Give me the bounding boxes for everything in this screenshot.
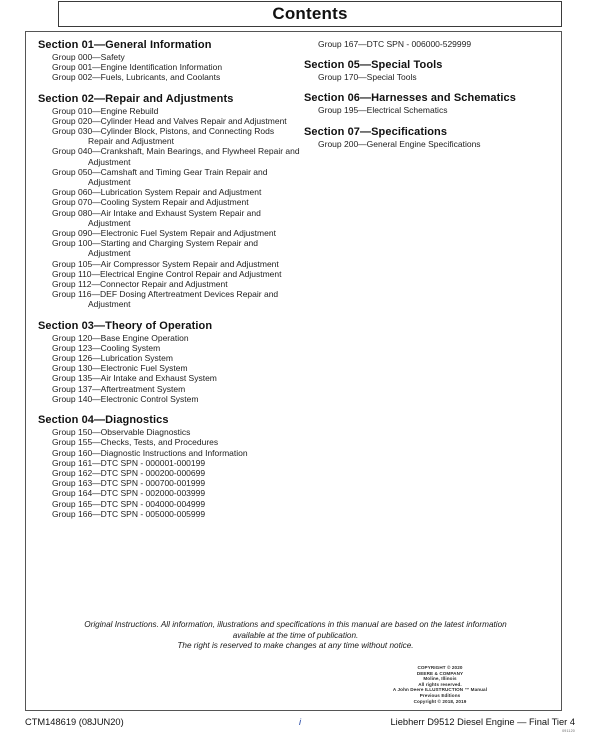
toc-group-item[interactable]: Group 170—Special Tools xyxy=(318,72,417,83)
copyright-line-5: A John Deere ILLUSTRUCTION ™ Manual xyxy=(392,687,488,693)
copyright-line-1: COPYRIGHT © 2020 xyxy=(417,665,463,670)
toc-section-title[interactable]: Section 06—Harnesses and Schematics xyxy=(304,92,516,105)
page-title: Contents xyxy=(272,4,348,23)
toc-section xyxy=(38,414,300,519)
toc-group-item[interactable]: Group 001—Engine Identification Information xyxy=(52,62,223,73)
toc-group-item[interactable]: Group 116—DEF Dosing Aftertreatment Devices Repair and Adjustment xyxy=(52,289,279,310)
toc-group-item[interactable]: Group 163—DTC SPN - 000700-001999 xyxy=(52,478,206,489)
toc-group-list xyxy=(304,139,554,149)
toc-group-item[interactable]: Group 164—DTC SPN - 002000-003999 xyxy=(52,488,206,499)
toc-section-title[interactable]: Section 05—Special Tools xyxy=(304,59,443,72)
toc-group-item[interactable]: Group 020—Cylinder Head and Valves Repair and Adjustment xyxy=(52,115,287,126)
toc-group-item[interactable]: Group 162—DTC SPN - 000200-000699 xyxy=(52,467,206,478)
toc-group-item[interactable]: Group 050—Camshaft and Timing Gear Train Repair and Adjustment xyxy=(52,166,268,188)
toc-group-item[interactable]: Group 060—Lubrication System Repair and Adjustment xyxy=(52,187,262,198)
contents-columns xyxy=(26,32,561,710)
page-header-box xyxy=(58,1,562,27)
toc-group-item[interactable]: Group 155—Checks, Tests, and Procedures xyxy=(52,437,219,448)
toc-group-item[interactable]: Group 070—Cooling System Repair and Adjustment xyxy=(52,197,249,208)
toc-group-item[interactable]: Group 112—Connector Repair and Adjustment xyxy=(52,279,228,290)
toc-group-item[interactable]: Group 123—Cooling System xyxy=(52,342,161,353)
toc-group-list xyxy=(38,427,300,519)
toc-group-item[interactable]: Group 140—Electronic Control System xyxy=(52,393,199,404)
toc-group-item[interactable]: Group 130—Electronic Fuel System xyxy=(52,363,188,374)
toc-group-list xyxy=(304,105,554,115)
toc-section-title[interactable]: Section 02—Repair and Adjustments xyxy=(38,92,234,105)
toc-group-item[interactable]: Group 165—DTC SPN - 004000-004999 xyxy=(52,498,206,509)
toc-section xyxy=(38,320,300,404)
toc-group-item[interactable]: Group 110—Electrical Engine Control Repair and Adjustment xyxy=(52,268,282,279)
toc-group-list xyxy=(38,52,300,83)
footer-document-number: CTM148619 (08JUN20) xyxy=(25,717,124,727)
toc-group-list xyxy=(38,333,300,404)
toc-group-item[interactable]: Group 160—Diagnostic Instructions and Information xyxy=(52,447,248,458)
page-footer xyxy=(25,717,575,733)
toc-group-item-continued[interactable]: Group 167—DTC SPN - 006000-529999 xyxy=(318,39,472,49)
footer-page-number: i xyxy=(298,717,302,727)
contents-column-right xyxy=(304,39,554,159)
copyright-block xyxy=(345,665,535,704)
toc-group-list xyxy=(304,72,554,82)
contents-column-left xyxy=(38,39,300,529)
toc-group-item[interactable]: Group 000—Safety xyxy=(52,52,125,62)
footer-document-title: Liebherr D9512 Diesel Engine — Final Tier 4 xyxy=(390,717,575,727)
toc-group-item[interactable]: Group 040—Crankshaft, Main Bearings, and Flywheel Repair and Adjustment xyxy=(52,146,300,167)
toc-group-item[interactable]: Group 010—Engine Rebuild xyxy=(52,105,159,116)
toc-section-title[interactable]: Section 03—Theory of Operation xyxy=(38,319,213,332)
toc-group-item[interactable]: Group 080—Air Intake and Exhaust System Repair and Adjustment xyxy=(52,207,261,228)
copyright-line-6: Previous Editions xyxy=(419,692,461,698)
disclaimer-line-1: Original Instructions. All information, illustrations and specifications in this xyxy=(84,620,350,629)
toc-group-item[interactable]: Group 090—Electronic Fuel System Repair and Adjustment xyxy=(52,228,276,239)
toc-section-title[interactable]: Section 01—General Information xyxy=(38,39,212,51)
copyright-line-7: Copyright © 2018, 2019 xyxy=(413,698,467,704)
footer-revision-code: 091120 xyxy=(562,729,575,733)
toc-group-item[interactable]: Group 100—Starting and Charging System Repair and Adjustment xyxy=(52,238,259,259)
copyright-line-2: DEERE & COMPANY xyxy=(416,670,464,676)
toc-section xyxy=(38,93,300,310)
toc-group-item[interactable]: Group 135—Air Intake and Exhaust System xyxy=(52,373,217,384)
copyright-line-4: All rights reserved. xyxy=(418,681,462,687)
toc-group-item[interactable]: Group 166—DTC SPN - 005000-005999 xyxy=(52,508,206,519)
disclaimer-line-2: manual are based on the latest information available at the time of publication. xyxy=(232,620,507,640)
toc-section-title[interactable]: Section 07—Specifications xyxy=(304,125,448,138)
toc-section-title[interactable]: Section 04—Diagnostics xyxy=(38,414,169,427)
disclaimer-text xyxy=(76,620,515,652)
toc-group-list xyxy=(38,106,300,310)
toc-section xyxy=(304,126,554,149)
toc-section xyxy=(304,59,554,82)
toc-group-item[interactable]: Group 120—Base Engine Operation xyxy=(52,332,189,343)
toc-group-item[interactable]: Group 002—Fuels, Lubricants, and Coolants xyxy=(52,72,221,83)
toc-group-item[interactable]: Group 137—Aftertreatment System xyxy=(52,383,186,394)
disclaimer-line-3: The right is reserved to make changes at any time without notice. xyxy=(177,641,414,651)
toc-section xyxy=(38,39,300,83)
toc-group-item[interactable]: Group 105—Air Compressor System Repair and Adjustment xyxy=(52,258,279,269)
copyright-line-3: Moline, Illinois xyxy=(423,676,457,682)
toc-group-item[interactable]: Group 150—Observable Diagnostics xyxy=(52,427,191,438)
toc-group-item[interactable]: Group 200—General Engine Specifications xyxy=(318,138,481,149)
toc-group-item[interactable]: Group 126—Lubrication System xyxy=(52,353,173,364)
toc-group-item[interactable]: Group 195—Electrical Schematics xyxy=(318,105,448,116)
contents-body-box xyxy=(25,31,562,711)
toc-group-item[interactable]: Group 161—DTC SPN - 000001-000199 xyxy=(52,457,206,468)
toc-group-item[interactable]: Group 030—Cylinder Block, Pistons, and Connecting Rods Repair and Adjustment xyxy=(52,126,275,147)
toc-section xyxy=(304,92,554,115)
